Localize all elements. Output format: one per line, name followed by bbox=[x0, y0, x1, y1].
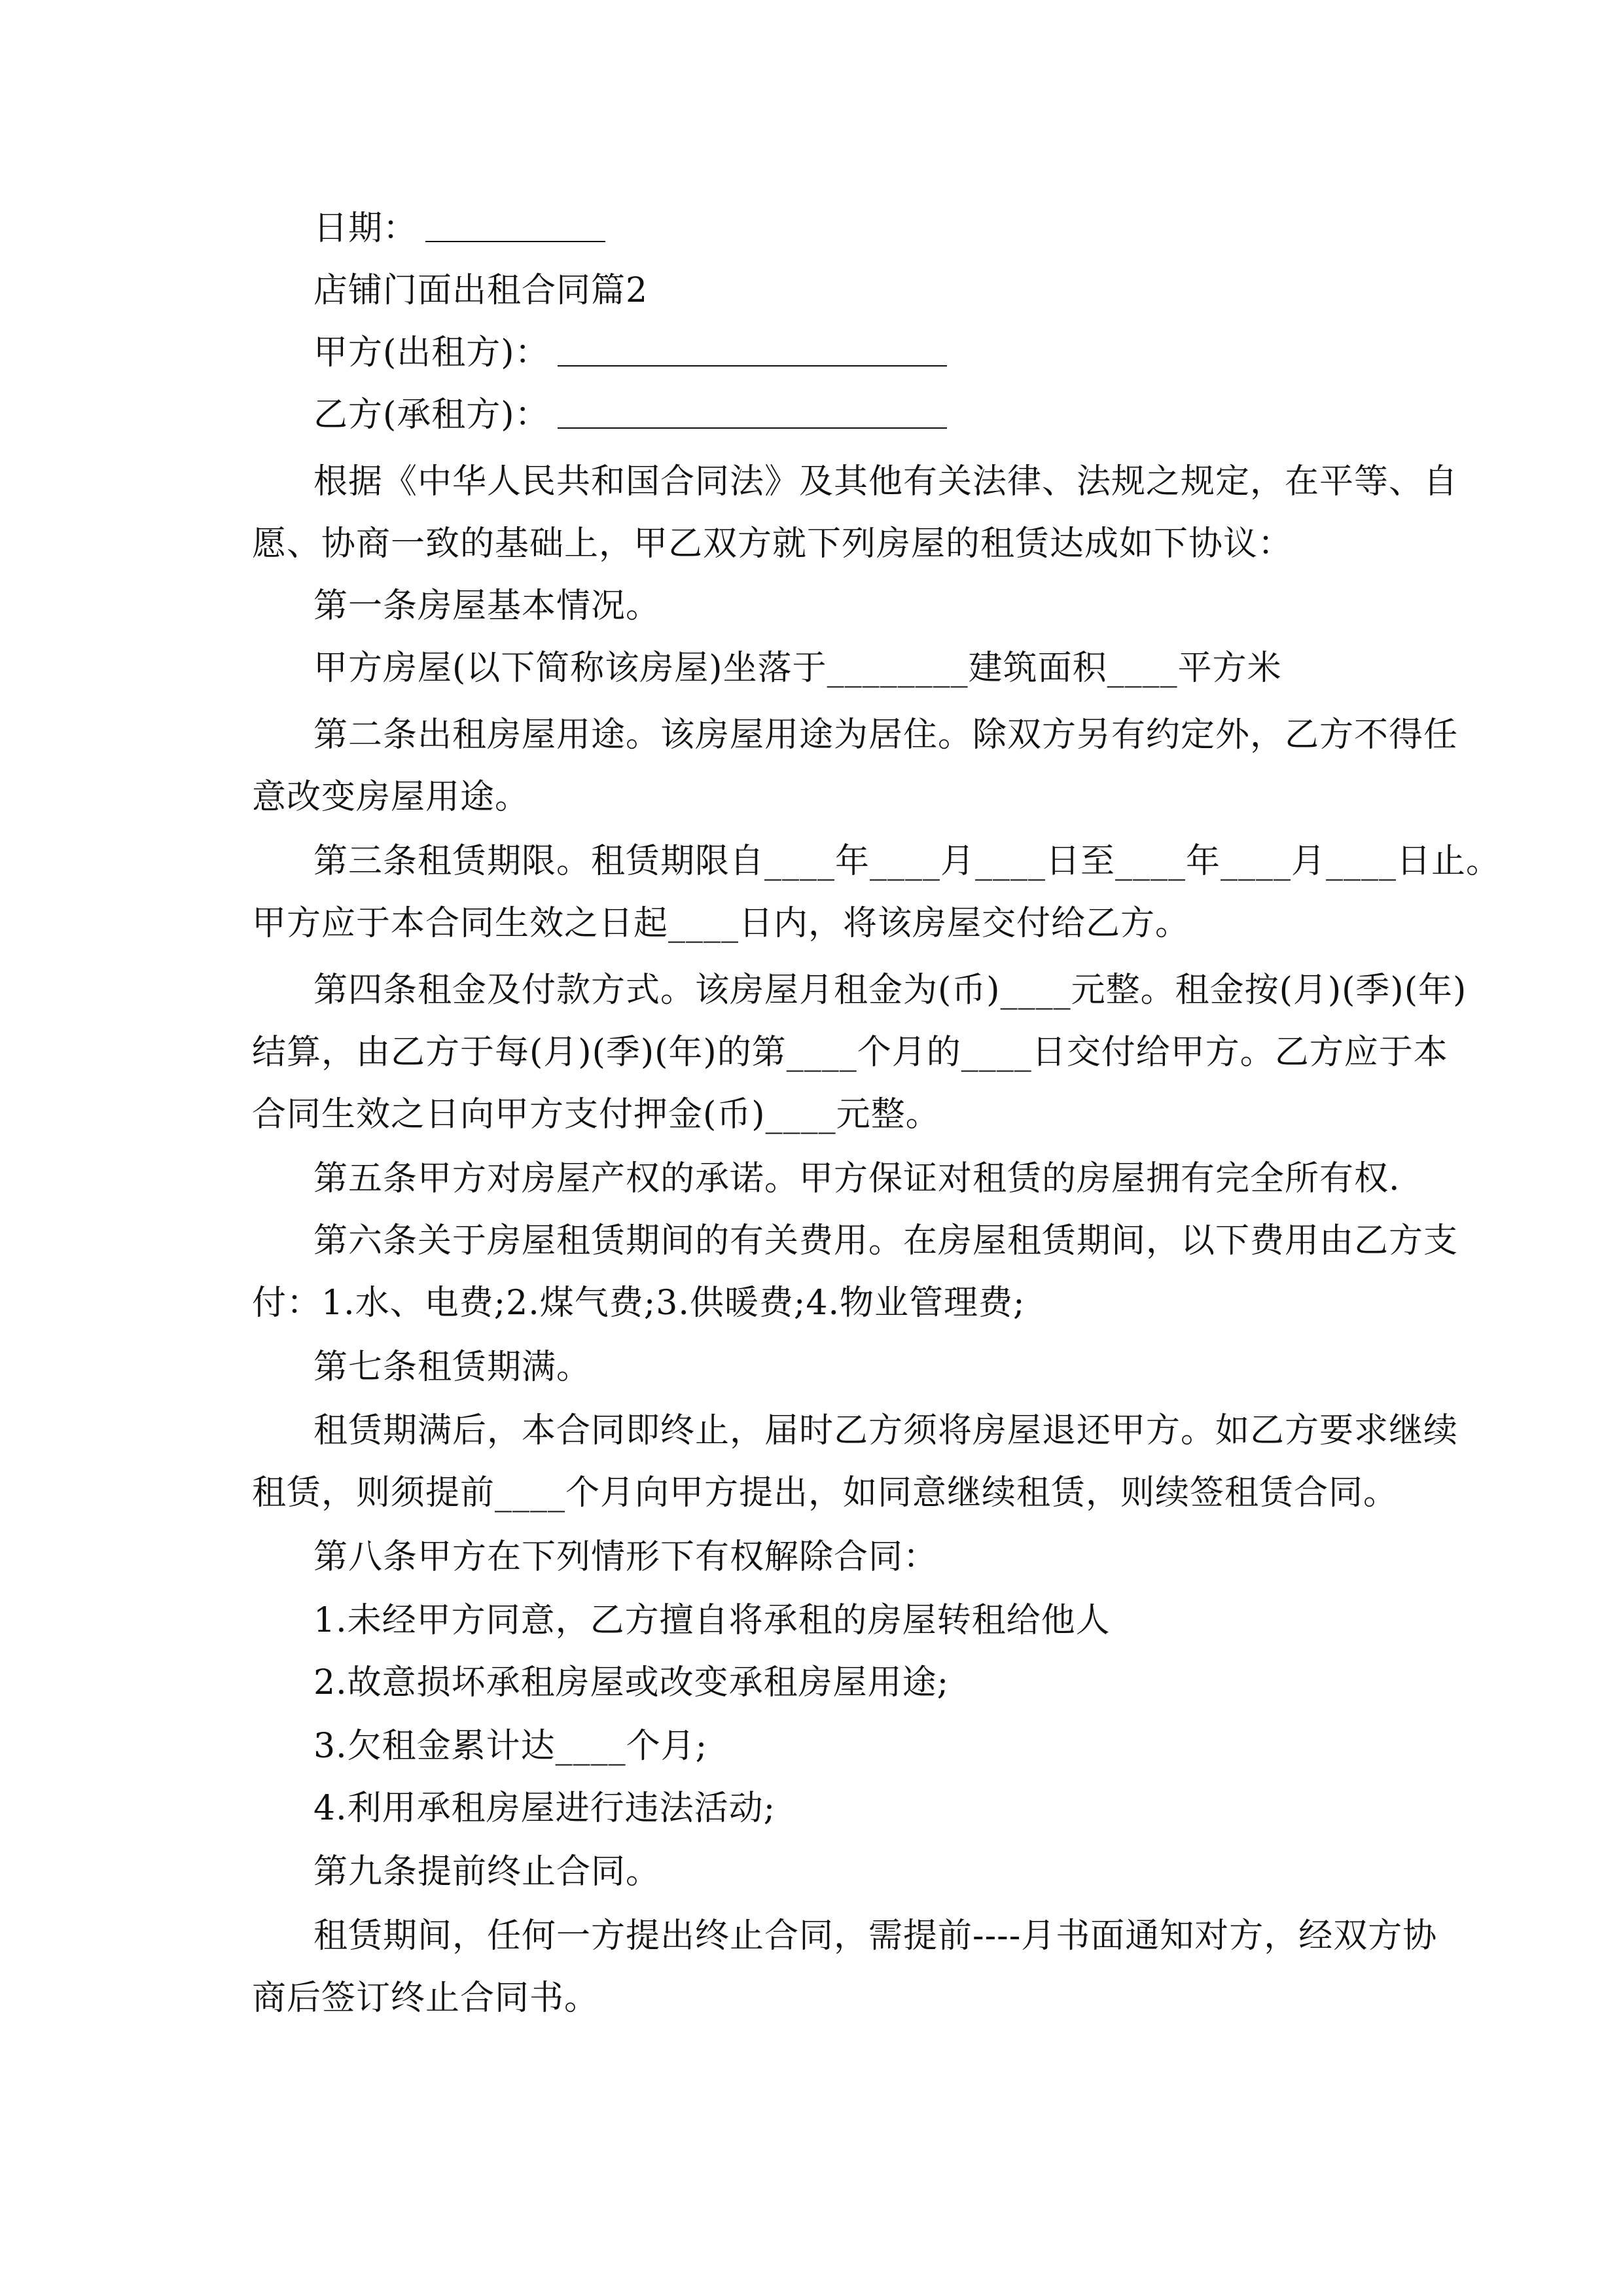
section-title: 店铺门面出租合同篇2 bbox=[313, 271, 649, 310]
article-9-line-2: 商后签订终止合同书。 bbox=[252, 1979, 599, 2018]
party-b-blank bbox=[558, 399, 947, 429]
article-9-line-1: 租赁期间，任何一方提出终止合同，需提前----月书面通知对方，经双方协 bbox=[313, 1916, 1438, 1956]
article-7-line-2: 租赁，则须提前____个月向甲方提出，如同意继续租赁，则续签租赁合同。 bbox=[252, 1473, 1399, 1513]
article-4-line-1: 第四条租金及付款方式。该房屋月租金为(币)____元整。租金按(月)(季)(年) bbox=[313, 971, 1467, 1010]
party-a-label: 甲方(出租方)： bbox=[313, 333, 550, 372]
article-3-line-1: 第三条租赁期限。租赁期限自____年____月____日至____年____月____日止。 bbox=[313, 842, 1501, 881]
article-7-heading: 第七条租赁期满。 bbox=[313, 1348, 592, 1387]
article-8-item-2: 2.故意损坏承租房屋或改变承租房屋用途; bbox=[313, 1663, 950, 1702]
article-8-item-4: 4.利用承租房屋进行违法活动; bbox=[313, 1789, 776, 1828]
date-line bbox=[313, 209, 1455, 248]
preamble-line-1: 根据《中华人民共和国合同法》及其他有关法律、法规之规定，在平等、自 bbox=[313, 462, 1459, 501]
article-2-line-2: 意改变房屋用途。 bbox=[252, 778, 530, 817]
article-5-text: 第五条甲方对房屋产权的承诺。甲方保证对租赁的房屋拥有完全所有权. bbox=[313, 1159, 1400, 1198]
article-2-line-1: 第二条出租房屋用途。该房屋用途为居住。除双方另有约定外，乙方不得任 bbox=[313, 715, 1459, 755]
article-8-item-3: 3.欠租金累计达____个月; bbox=[313, 1727, 708, 1766]
article-8-item-1: 1.未经甲方同意，乙方擅自将承租的房屋转租给他人 bbox=[313, 1601, 1111, 1640]
date-blank bbox=[425, 212, 605, 242]
article-8-heading: 第八条甲方在下列情形下有权解除合同： bbox=[313, 1537, 938, 1577]
article-1-text: 甲方房屋(以下简称该房屋)坐落于________建筑面积____平方米 bbox=[313, 649, 1282, 688]
article-6-line-1: 第六条关于房屋租赁期间的有关费用。在房屋租赁期间，以下费用由乙方支 bbox=[313, 1221, 1459, 1261]
party-b-line bbox=[313, 395, 1455, 435]
article-6-line-2: 付：1.水、电费;2.煤气费;3.供暖费;4.物业管理费; bbox=[252, 1283, 1026, 1323]
date-label: 日期： bbox=[313, 209, 418, 248]
article-4-line-3: 合同生效之日向甲方支付押金(币)____元整。 bbox=[252, 1095, 940, 1134]
article-7-line-1: 租赁期满后，本合同即终止，届时乙方须将房屋退还甲方。如乙方要求继续 bbox=[313, 1411, 1459, 1450]
article-3-line-2: 甲方应于本合同生效之日起____日内，将该房屋交付给乙方。 bbox=[252, 904, 1190, 943]
article-9-heading: 第九条提前终止合同。 bbox=[313, 1852, 661, 1892]
preamble-line-2: 愿、协商一致的基础上，甲乙双方就下列房屋的租赁达成如下协议： bbox=[252, 524, 1293, 564]
party-b-label: 乙方(承租方)： bbox=[313, 395, 550, 435]
party-a-blank bbox=[558, 336, 947, 367]
article-4-line-2: 结算，由乙方于每(月)(季)(年)的第____个月的____日交付给甲方。乙方应于本 bbox=[252, 1033, 1448, 1072]
article-1-heading: 第一条房屋基本情况。 bbox=[313, 586, 661, 626]
party-a-line bbox=[313, 333, 1455, 372]
